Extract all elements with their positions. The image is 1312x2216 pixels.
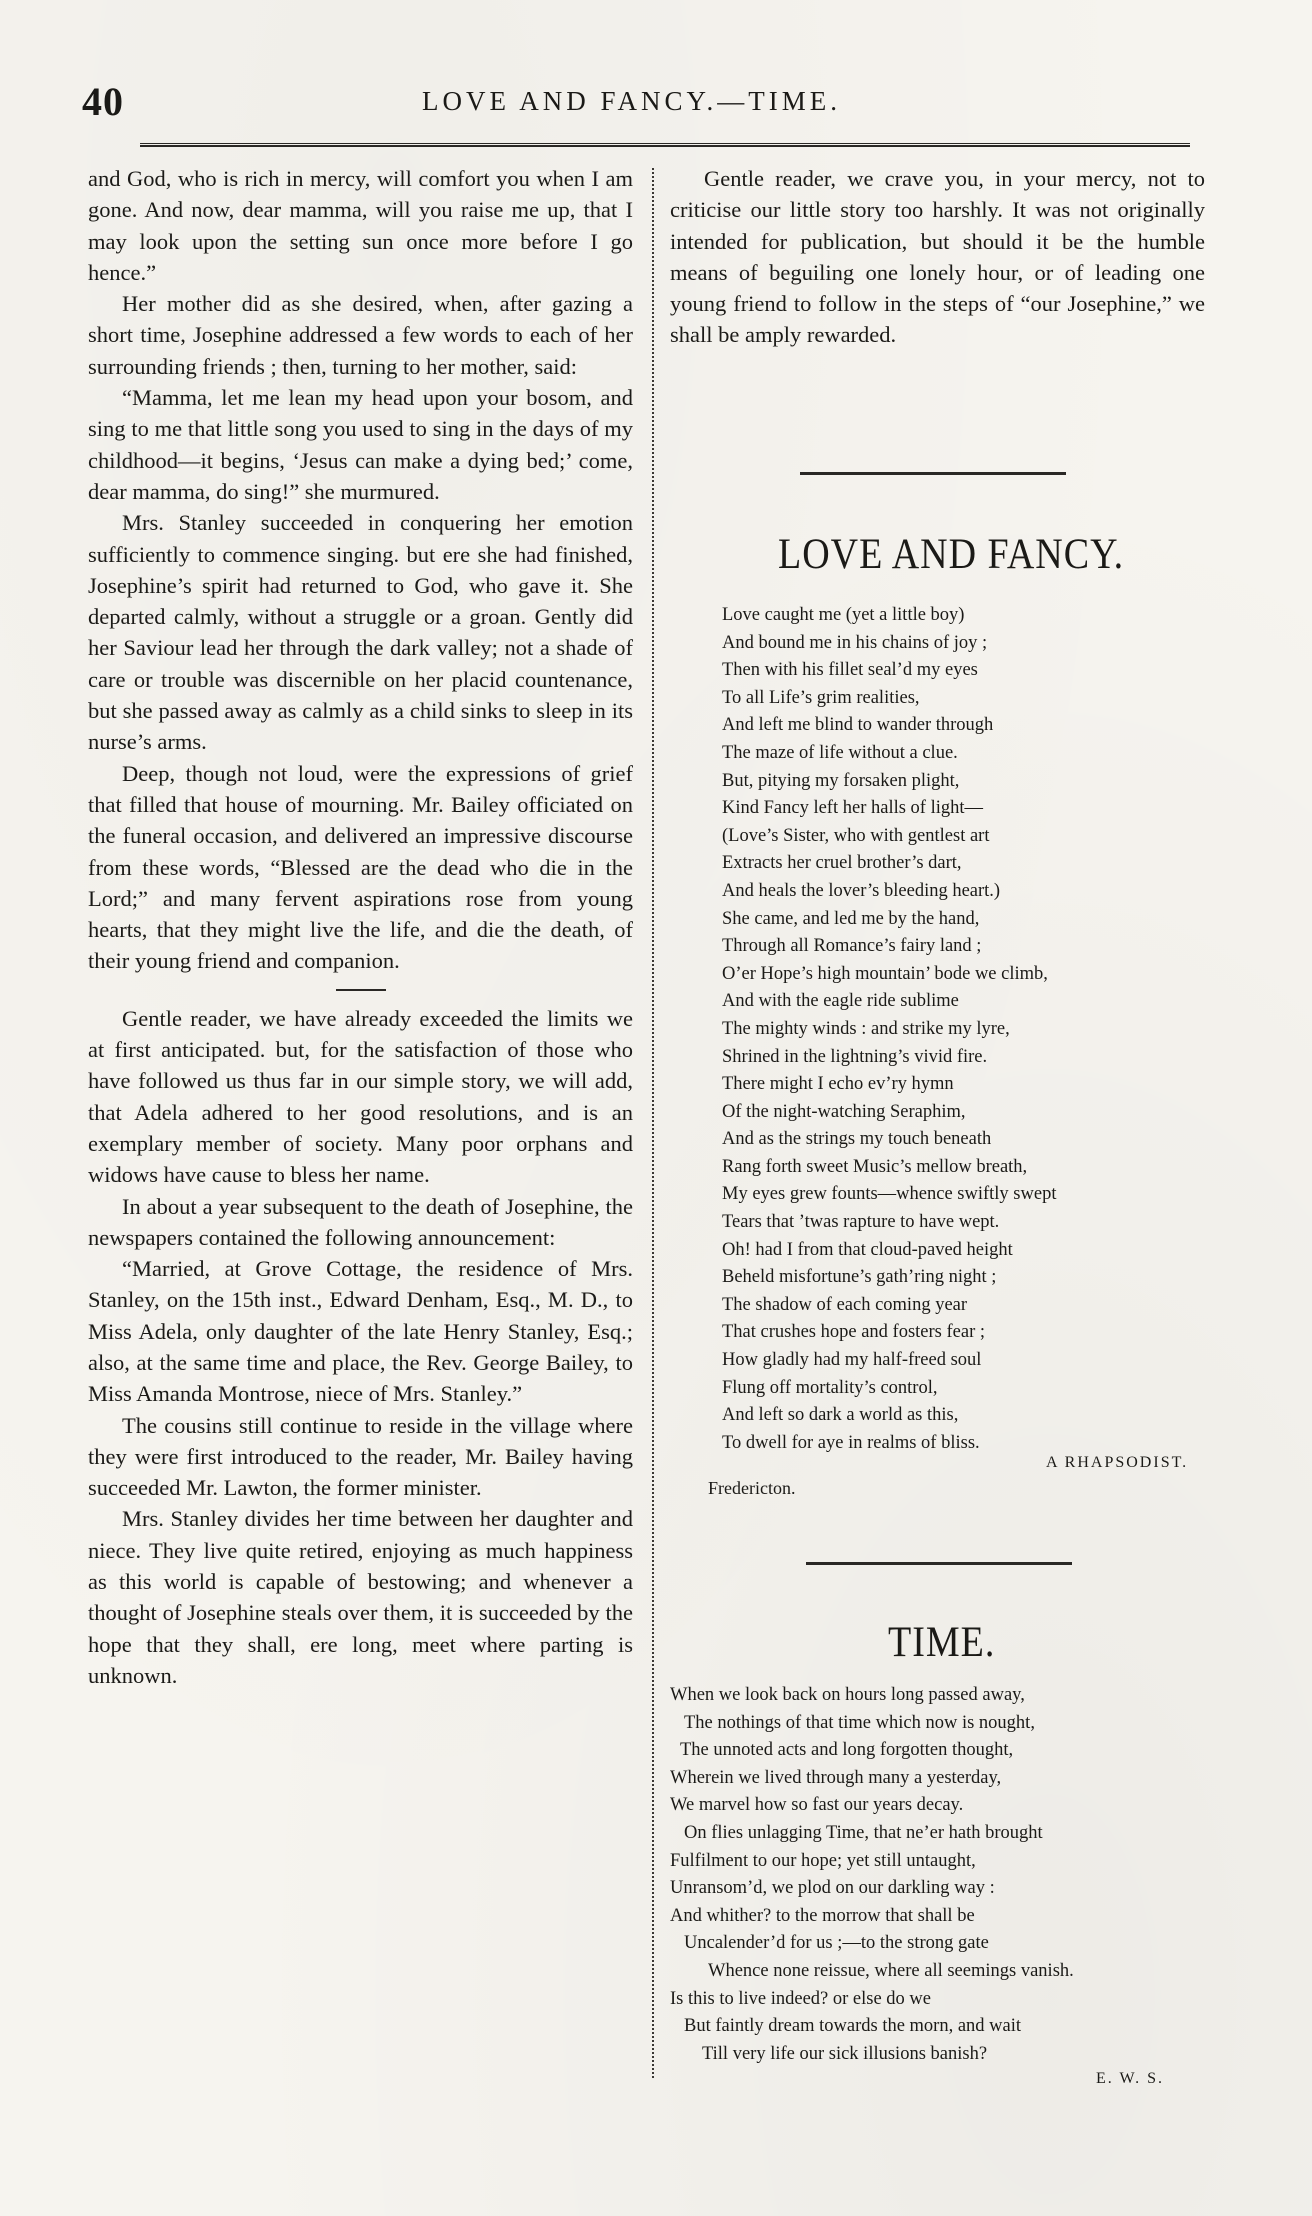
poem-line: Tears that ’twas rapture to have wept. (722, 1212, 1000, 1233)
poem-line: Unransom’d, we plod on our darkling way : (670, 1878, 995, 1899)
poem-line: Wherein we lived through many a yesterday, (670, 1767, 1002, 1788)
poem-line: That crushes hope and fosters fear ; (722, 1322, 986, 1343)
poem-line: (Love’s Sister, who with gentlest art (722, 825, 990, 846)
story-paragraph: In about a year subsequent to the death of Josephine, the newspapers contained the following announcement: (88, 1193, 633, 1250)
story-paragraph: The cousins still continue to reside in the village where they were first introduced to the reader, Mr. Bailey having succeeded Mr. Lawton, the former minister. (88, 1412, 633, 1501)
story-paragraph: Gentle reader, we have already exceeded the limits we at first anticipated. but, for the satisfaction of those who have followed us thus far in our simple story, we will add, that Adela adhered to her good resolutions, and is an exemplary member of society. Many poor orphans and widows have cause to bless her name. (88, 1005, 633, 1188)
page-number: 40 (82, 79, 124, 124)
poem-line: Flung off mortality’s control, (722, 1377, 938, 1398)
poem-line: O’er Hope’s high mountain’ bode we climb, (722, 963, 1048, 984)
poem-line: And left so dark a world as this, (722, 1405, 959, 1426)
poem-line: Then with his fillet seal’d my eyes (722, 660, 978, 681)
poem-line: Oh! had I from that cloud-paved height (722, 1239, 1013, 1260)
poem-line: There might I echo ev’ry hymn (722, 1074, 954, 1095)
poem-line: Through all Romance’s fairy land ; (722, 936, 982, 957)
poem-line: The unnoted acts and long forgotten thought, (680, 1740, 1014, 1761)
poem-line: The mighty winds : and strike my lyre, (722, 1018, 1010, 1039)
poem-line: She came, and led me by the hand, (722, 908, 980, 929)
section-rule (336, 989, 386, 991)
poem-title: TIME. (888, 1617, 996, 1667)
poem-line: But faintly dream towards the morn, and wait (684, 2016, 1022, 2037)
running-head: LOVE AND FANCY.—TIME. (422, 86, 842, 116)
poem-line: Fulfilment to our hope; yet still untaught, (670, 1850, 976, 1871)
poem-line: Whence none reissue, where all seemings vanish. (708, 1960, 1074, 1981)
poem-love-and-fancy (722, 602, 1056, 1457)
poem-line: And left me blind to wander through (722, 715, 994, 736)
poem-line: And heals the lover’s bleeding heart.) (722, 880, 1001, 901)
section-rule (800, 472, 1066, 475)
header-rule (140, 143, 1190, 147)
poem-line: Beheld misfortune’s gath’ring night ; (722, 1267, 997, 1288)
poem-line: When we look back on hours long passed away, (670, 1685, 1025, 1705)
poem-line: The shadow of each coming year (722, 1294, 968, 1315)
poem-line: Love caught me (yet a little boy) (722, 605, 965, 625)
poem-place: Fredericton. (708, 1478, 796, 1498)
poem-line: To dwell for aye in realms of bliss. (722, 1432, 980, 1453)
poem-line: Rang forth sweet Music’s mellow breath, (722, 1156, 1028, 1177)
poem-line: Extracts her cruel brother’s dart, (722, 853, 962, 874)
announcement-paragraph: “Married, at Grove Cottage, the residence of Mrs. Stanley, on the 15th inst., Edward Denham, Esq., M. D., to Miss Adela, only daughter of the late Henry Stanley, Esq.; also, at the same time and place, the Rev. George Bailey, to Miss Amanda Montrose, niece of Mrs. Stanley.” (88, 1256, 633, 1407)
column-divider (652, 168, 654, 2078)
poem-line: The nothings of that time which now is nought, (684, 1712, 1035, 1733)
poem-line: And whither? to the morrow that shall be (670, 1905, 975, 1926)
poem-line: And bound me in his chains of joy ; (722, 632, 988, 653)
poem-signature: A RHAPSODIST. (1046, 1454, 1189, 1471)
story-paragraph: Deep, though not loud, were the expressions of grief that filled that house of mourning. Mr. Bailey officiated on the funeral occasion, and delivered an impressive discourse from these words, “Blessed are the dead who die in the Lord;” and many fervent aspirations rose from young hearts, that they might live the life, and die the death, of their young friend and companion. (88, 760, 633, 974)
closing-paragraph: Gentle reader, we crave you, in your mercy, not to criticise our little story too harshly. It was not originally intended for publication, but should it be the humble means of beguiling one lonely hour, or of leading one young friend to follow in the steps of “our Josephine,” we shall be amply rewarded. (670, 166, 1205, 348)
poem-line: Of the night-watching Seraphim, (722, 1101, 966, 1122)
poem-line: On flies unlagging Time, that ne’er hath brought (684, 1822, 1043, 1843)
poem-line: But, pitying my forsaken plight, (722, 770, 960, 791)
section-rule (806, 1562, 1072, 1565)
left-column (88, 163, 633, 1691)
poem-line: Till very life our sick illusions banish? (702, 2043, 988, 2064)
poem-line: How gladly had my half-freed soul (722, 1350, 982, 1371)
poem-line: The maze of life without a clue. (722, 742, 958, 763)
page-header (82, 78, 1202, 138)
poem-line: Kind Fancy left her halls of light— (722, 798, 984, 819)
story-paragraph: Her mother did as she desired, when, after gazing a short time, Josephine addressed a few words to each of her surrounding friends ; then, turning to her mother, said: (88, 291, 633, 379)
poem-line: And with the eagle ride sublime (722, 991, 959, 1012)
poem-line: My eyes grew founts—whence swiftly swept (722, 1184, 1057, 1205)
story-paragraph: “Mamma, let me lean my head upon your bosom, and sing to me that little song you used to sing in the days of my childhood—it begins, ‘Jesus can make a dying bed;’ come, dear mamma, do sing!” she murmured. (88, 385, 633, 504)
poem-title: LOVE AND FANCY. (778, 529, 1125, 579)
right-column-text (670, 163, 1205, 351)
poem-line: And as the strings my touch beneath (722, 1129, 992, 1150)
poem-line: To all Life’s grim realities, (722, 687, 920, 708)
poem-line: Uncalender’d for us ;—to the strong gate (684, 1933, 989, 1954)
story-paragraph: Mrs. Stanley succeeded in conquering her emotion sufficiently to commence singing. but ere she had finished, Josephine’s spirit had returned to God, who gave it. She departed calmly, without a struggle or a groan. Gently did her Saviour lead her through the dark valley; not a shade of care or trouble was discernible on her placid countenance, but she passed away as calmly as a child sinks to sleep in its nurse’s arms. (88, 510, 633, 755)
poem-time (670, 1682, 1074, 2068)
story-paragraph: and God, who is rich in mercy, will comfort you when I am gone. And now, dear mamma, will you raise me up, that I may look upon the setting sun once more before I go hence.” (88, 166, 633, 285)
poem-line: Shrined in the lightning’s vivid fire. (722, 1046, 988, 1067)
poem-line: Is this to live indeed? or else do we (670, 1988, 931, 2009)
poem-line: We marvel how so fast our years decay. (670, 1795, 964, 1816)
poem-signature: E. W. S. (1096, 2070, 1165, 2087)
story-paragraph: Mrs. Stanley divides her time between her daughter and niece. They live quite retired, enjoying as much happiness as this world is capable of bestowing; and whenever a thought of Josephine steals over them, it is succeeded by the hope that they shall, ere long, meet where parting is unknown. (88, 1506, 633, 1688)
